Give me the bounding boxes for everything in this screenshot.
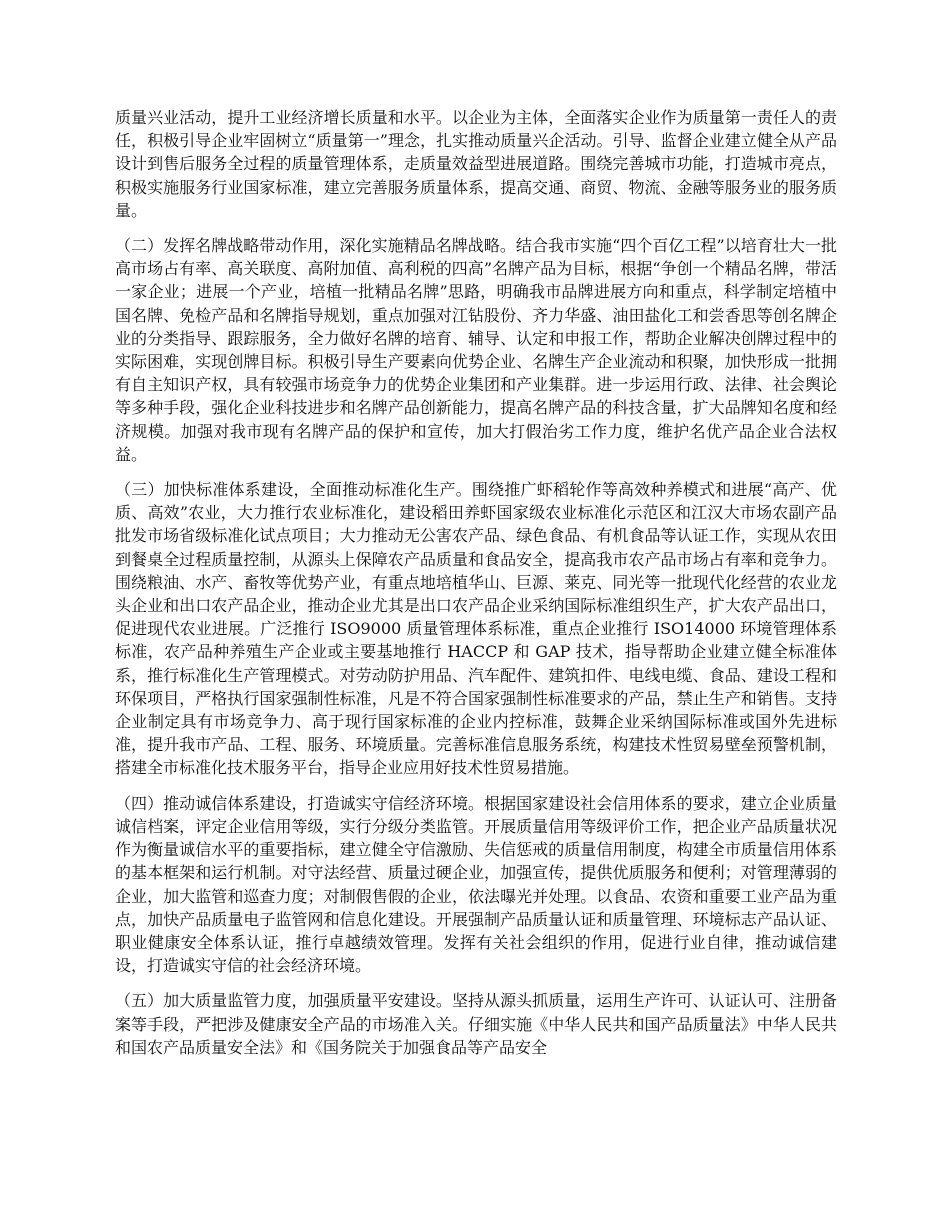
paragraph-quality-supervision: （五）加大质量监管力度，加强质量平安建设。坚持从源头抓质量，运用生产许可、认证认可、注册备案等手段，严把涉及健康安全产品的市场准入关。仔细实施《中华人民共和国产品质量法》中华人民共和国农产品质量安全法》和《国务院关于加强食品等产品安全	[115, 991, 837, 1057]
document-body	[115, 106, 837, 1071]
paragraph-credit-system: （四）推动诚信体系建设，打造诚实守信经济环境。根据国家建设社会信用体系的要求，建立企业质量诚信档案，评定企业信用等级，实行分级分类监管。开展质量信用等级评价工作，把企业产品质量状况作为衡量诚信水平的重要指标，建立健全守信激励、失信惩戒的质量信用制度，构建全市质量信用体系的基本框架和运行机制。对守法经营、质量过硬企业，加强宣传，提供优质服务和便利；对管理薄弱的企业，加大监管和巡查力度；对制假售假的企业，依法曝光并处理。以食品、农资和重要工业产品为重点，加快产品质量电子监管网和信息化建设。开展强制产品质量认证和质量管理、环境标志产品认证、职业健康安全体系认证，推行卓越绩效管理。发挥有关社会组织的作用，促进行业自律，推动诚信建设，打造诚实守信的社会经济环境。	[115, 793, 837, 976]
paragraph-standard-system: （三）加快标准体系建设，全面推动标准化生产。围绕推广虾稻轮作等高效种养模式和进展“高产、优质、高效”农业，大力推行农业标准化，建设稻田养虾国家级农业标准化示范区和江汉大市场农副产品批发市场省级标准化试点项目；大力推动无公害农产品、绿色食品、有机食品等认证工作，实现从农田到餐桌全过程质量控制，从源头上保障农产品质量和食品安全，提高我市农产品市场占有率和竞争力。围绕粮油、水产、畜牧等优势产业，有重点地培植华山、巨源、莱克、同光等一批现代化经营的农业龙头企业和出口农产品企业，推动企业尤其是出口农产品企业采纳国际标准组织生产，扩大农产品出口，促进现代农业进展。广泛推行 ISO9000 质量管理体系标准，重点企业推行 ISO14000 环境管理体系标准，农产品种养殖生产企业或主要基地推行 HACCP 和 GAP 技术，指导帮助企业建立健全标准体系，推行标准化生产管理模式。对劳动防护用品、汽车配件、建筑扣件、电线电缆、食品、建设工程和环保项目，严格执行国家强制性标准，凡是不符合国家强制性标准要求的产品，禁止生产和销售。支持企业制定具有市场竞争力、高于现行国家标准的企业内控标准，鼓舞企业采纳国际标准或国外先进标准，提升我市产品、工程、服务、环境质量。完善标准信息服务系统，构建技术性贸易壁垒预警机制，搭建全市标准化技术服务平台，指导企业应用好技术性贸易措施。	[115, 480, 837, 778]
paragraph-brand-strategy: （二）发挥名牌战略带动作用，深化实施精品名牌战略。结合我市实施“四个百亿工程”以培育壮大一批高市场占有率、高关联度、高附加值、高利税的四高”名牌产品为目标，根据“争创一个精品名牌，带活一家企业；进展一个产业，培植一批精品名牌”思路，明确我市品牌进展方向和重点，科学制定培植中国名牌、免检产品和名牌指导规划，重点加强对江钻股份、齐力华盛、油田盐化工和尝香思等创名牌企业的分类指导、跟踪服务，全力做好名牌的培育、辅导、认定和申报工作，帮助企业解决创牌过程中的实际困难，实现创牌目标。积极引导生产要素向优势企业、名牌生产企业流动和积聚，加快形成一批拥有自主知识产权，具有较强市场竞争力的优势企业集团和产业集群。进一步运用行政、法律、社会舆论等多种手段，强化企业科技进步和名牌产品创新能力，提高名牌产品的科技含量，扩大品牌知名度和经济规模。加强对我市现有名牌产品的保护和宣传，加大打假治劣工作力度，维护名优产品企业合法权益。	[115, 236, 837, 464]
paragraph-quality-industry: 质量兴业活动，提升工业经济增长质量和水平。以企业为主体，全面落实企业作为质量第一责任人的责任，积极引导企业牢固树立“质量第一”理念，扎实推动质量兴企活动。引导、监督企业建立健全从产品设计到售后服务全过程的质量管理体系，走质量效益型进展道路。围绕完善城市功能，打造城市亮点，积极实施服务行业国家标准，建立完善服务质量体系，提高交通、商贸、物流、金融等服务业的服务质量。	[115, 108, 837, 220]
